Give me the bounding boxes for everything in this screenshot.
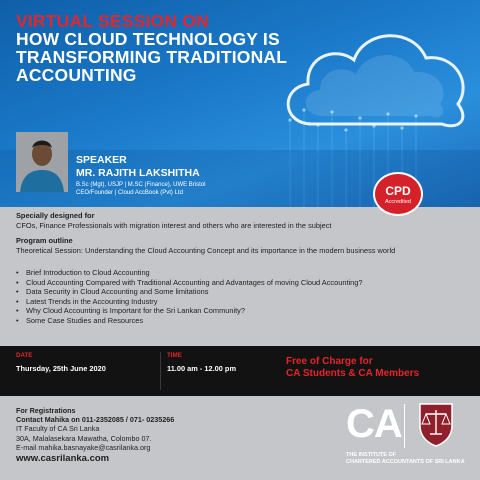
registration-address-1: IT Faculty of CA Sri Lanka xyxy=(16,424,100,434)
registration-website-link[interactable]: www.casrilanka.com xyxy=(16,453,110,465)
outline-heading: Program outline xyxy=(16,236,73,245)
list-item: • Why Cloud Accounting is Important for the Sri Lankan Community? xyxy=(16,306,471,316)
speaker-photo xyxy=(16,132,68,192)
institute-name-line-1: THE INSTITUTE OF xyxy=(346,452,397,458)
logo-divider xyxy=(404,404,405,448)
designed-text: CFOs, Finance Professionals with migration interest and others who are interested in the subject xyxy=(16,220,332,230)
list-item: • Data Security in Cloud Accounting and Some limitations xyxy=(16,287,471,297)
list-item: • Brief Introduction to Cloud Accounting xyxy=(16,268,471,278)
registration-email[interactable]: E-mail mahika.basnayake@casrilanka.org xyxy=(16,442,151,452)
registration-info xyxy=(16,406,174,463)
title-line-4: ACCOUNTING xyxy=(16,65,137,85)
session-content xyxy=(16,211,471,325)
registration-address-2: 30A, Malalasekara Mawatha, Colombo 07. xyxy=(16,433,152,443)
date-label: DATE xyxy=(16,352,33,359)
institute-name xyxy=(346,452,465,466)
free-of-charge-note xyxy=(286,356,419,380)
cpd-accredited-badge xyxy=(373,172,423,216)
event-details-bar xyxy=(0,346,480,396)
speaker-info xyxy=(76,154,205,196)
date-block xyxy=(16,352,106,373)
speaker-name: MR. RAJITH LAKSHITHA xyxy=(76,167,200,179)
crest-icon xyxy=(416,400,456,448)
speaker-label: SPEAKER xyxy=(76,154,127,166)
free-line-2: CA Students & CA Members xyxy=(286,368,420,379)
cloud-icon xyxy=(272,12,477,162)
title-line-1: VIRTUAL SESSION ON xyxy=(16,11,209,31)
outline-bullets xyxy=(16,268,471,325)
title-line-2: HOW CLOUD TECHNOLOGY IS xyxy=(16,29,280,49)
cpd-subtitle: Accredited xyxy=(385,199,411,205)
date-value: Thursday, 25th June 2020 xyxy=(16,364,106,373)
registration-heading: For Registrations xyxy=(16,406,76,415)
ca-sri-lanka-logo xyxy=(340,396,470,480)
list-item: • Latest Trends in the Accounting Industry xyxy=(16,297,471,307)
ca-logo-letters: CA xyxy=(346,402,402,446)
time-block xyxy=(160,352,236,390)
cpd-title: CPD xyxy=(385,184,411,198)
outline-text: Theoretical Session: Understanding the Cloud Accounting Concept and its importance in the modern business world xyxy=(16,245,396,255)
speaker-qualifications: B.Sc (Mgt), USJP | M.SC (Finance), UWE Bristol xyxy=(76,182,206,188)
registration-contact: Contact Mahika on 011-2352085 / 071- 0235266 xyxy=(16,415,175,425)
title-line-3: TRANSFORMING TRADITIONAL xyxy=(16,47,288,67)
time-label: TIME xyxy=(167,352,182,359)
designed-heading: Specially designed for xyxy=(16,211,95,220)
speaker-role: CEO/Founder | Cloud AccBook (Pvt) Ltd xyxy=(76,190,183,196)
time-value: 11.00 am - 12.00 pm xyxy=(167,364,237,373)
institute-name-line-2: CHARTERED ACCOUNTANTS OF SRI LANKA xyxy=(346,459,465,465)
event-title xyxy=(16,12,316,84)
free-line-1: Free of Charge for xyxy=(286,356,373,367)
list-item: • Cloud Accounting Compared with Traditional Accounting and Advantages of moving Cloud Accounting? xyxy=(16,278,471,288)
list-item: • Some Case Studies and Resources xyxy=(16,316,471,326)
